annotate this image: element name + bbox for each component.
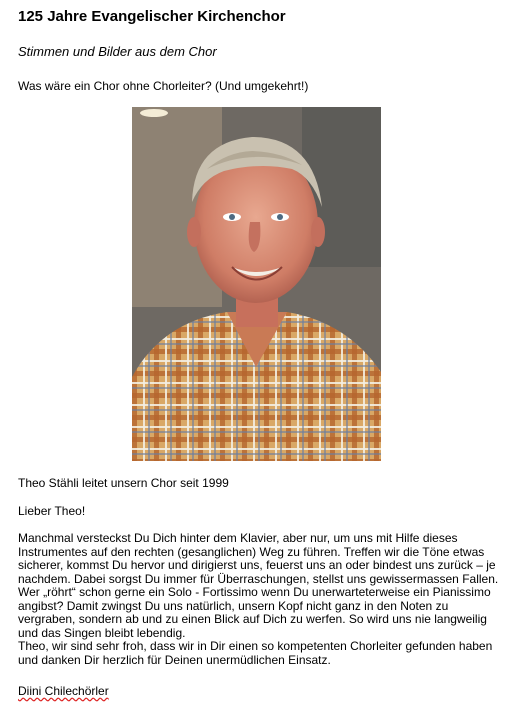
intro-question: Was wäre ein Chor ohne Chorleiter? (Und umgekehrt!) xyxy=(18,79,309,93)
portrait-photo xyxy=(132,107,381,461)
letter-greeting: Lieber Theo! xyxy=(18,504,86,518)
body-line: Manchmal versteckst Du Dich hinter dem Klavier, aber nur, um uns mit Hilfe dieses xyxy=(18,531,458,545)
body-line: sicherer, kommst Du hervor und dirigierst uns, feuerst uns an oder bindest uns zurück – je xyxy=(18,558,496,572)
photo-caption: Theo Stähli leitet unsern Chor seit 1999 xyxy=(18,476,229,490)
letter-signature: Diini Chilechörler xyxy=(18,684,109,698)
letter-body xyxy=(18,532,498,667)
body-line: angibst? Damit zwingst Du uns natürlich, unsern Kopf nicht ganz in den Noten zu xyxy=(18,598,449,613)
portrait-illustration xyxy=(132,107,381,461)
body-line: und danken Dir herzlich für Deinen unermüdlichen Einsatz. xyxy=(18,652,331,667)
body-line: nachdem. Dabei sorgst Du immer für Überraschungen, stellst uns gewissermassen Fallen. xyxy=(18,571,499,586)
body-line: Wer „röhrt“ schon gerne ein Solo - Fortissimo wenn Du unerwarteterweise ein Pianissimo xyxy=(18,585,491,599)
body-line: und das Singen bleibt lebendig. xyxy=(18,625,186,640)
body-line: Theo, wir sind sehr froh, dass wir in Dir einen so kompetenten Chorleiter gefunden haben xyxy=(18,639,493,653)
document-title: 125 Jahre Evangelischer Kirchenchor xyxy=(18,8,286,25)
body-line: vergraben, sondern ab und zu einen Blick auf Dich zu werfen. So wird uns nie langweilig xyxy=(18,612,487,626)
document-subtitle: Stimmen und Bilder aus dem Chor xyxy=(18,44,217,59)
body-line: Instrumentes auf den rechten (gesanglichen) Weg zu führen. Treffen wir die Töne etwas xyxy=(18,544,485,559)
